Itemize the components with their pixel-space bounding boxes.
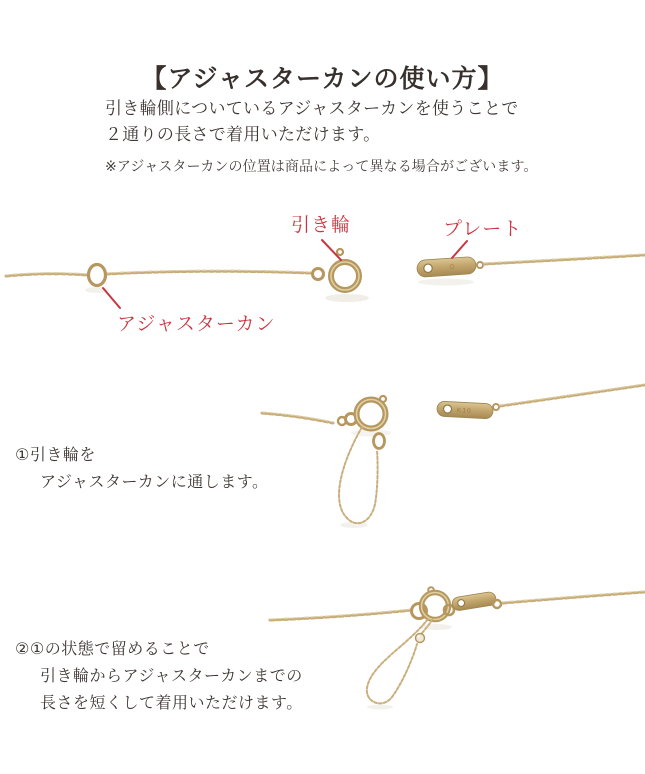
chain-left-segment: [262, 413, 333, 423]
chain-left-segment: [6, 274, 88, 276]
chain-right-segment: [500, 385, 644, 406]
shadow: [325, 294, 369, 302]
step-2-line-1: ②①の状態で留めることで: [15, 641, 210, 658]
bead: [416, 634, 425, 643]
clasp-tab: [337, 249, 343, 255]
intro-line-1: 引き輪側についているアジャスターカンを使うことで: [105, 99, 519, 118]
clasp-highlight: [357, 400, 386, 429]
hanging-chain-loop: [367, 619, 428, 703]
plate-link-ring: [493, 600, 501, 608]
plate: [451, 591, 497, 611]
chain-highlight: [484, 254, 644, 263]
leader-line-adjuster: [103, 288, 120, 308]
label-plate: プレート: [443, 219, 523, 240]
intro-note: ※アジャスターカンの位置は商品によって異なる場合がございます。: [105, 158, 538, 174]
intro-text: [105, 96, 538, 176]
shadow: [418, 279, 474, 286]
chain-right-segment: [484, 255, 644, 264]
chain-highlight: [503, 591, 644, 602]
plate: [437, 401, 494, 419]
plate-hole: [443, 405, 451, 413]
step-1-line-1: ①引き輪を: [15, 447, 96, 464]
label-adjuster-ring: アジャスターカン: [117, 314, 276, 335]
plate-hole: [424, 264, 433, 273]
page-title: 【アジャスターカンの使い方】: [141, 64, 504, 93]
step-2-line-2: 引き輪からアジャスターカンまでの: [40, 668, 303, 685]
step-2-text: [15, 636, 303, 717]
shadow: [367, 705, 393, 710]
leader-line-plate: [452, 241, 467, 258]
hanging-chain-loop: [339, 427, 378, 523]
label-spring-clasp: 引き輪: [291, 215, 352, 236]
plate: [416, 256, 476, 277]
clasp-highlight: [331, 262, 359, 290]
step-1-line-2: アジャスターカンに通します。: [40, 474, 269, 491]
step-1-text: [15, 442, 268, 496]
clasp-connector-ring: [313, 269, 324, 280]
step-2-line-3: 長さを短くして着用いただけます。: [40, 695, 303, 712]
chain-highlight: [500, 384, 644, 405]
plate-stamp-text: K10: [456, 407, 472, 415]
adjuster-ring: [89, 265, 106, 286]
chain-right-segment: [503, 592, 644, 603]
intro-line-2: ２通りの長さで着用いただけます。: [105, 125, 381, 144]
plate-link-ring: [493, 404, 499, 410]
bead-sparkle: [417, 635, 419, 637]
photo-necklace-parts: [0, 205, 645, 345]
plate-link-ring: [477, 262, 483, 268]
plate-hole: [457, 599, 465, 607]
